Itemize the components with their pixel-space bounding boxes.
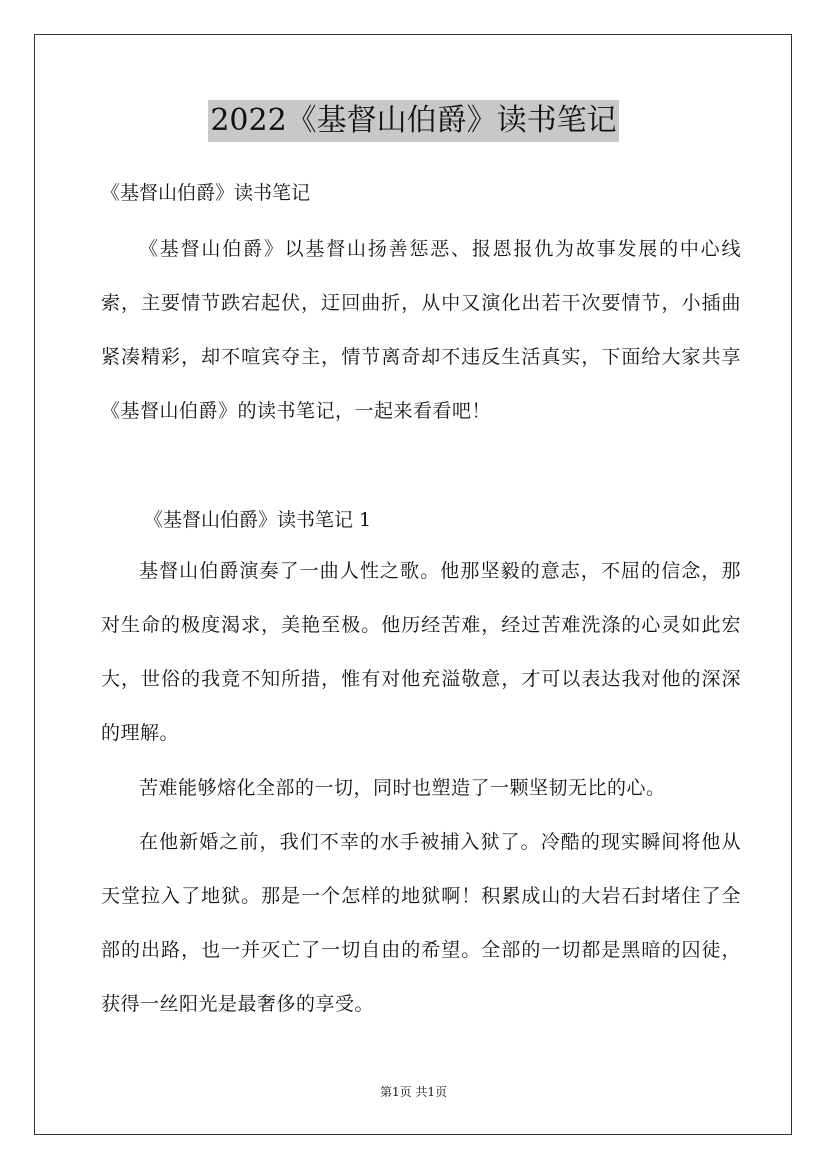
body-paragraph: 苦难能够熔化全部的一切，同时也塑造了一颗坚韧无比的心。: [139, 777, 666, 799]
title-container: [0, 100, 827, 142]
body-paragraph: 在他新婚之前，我们不幸的水手被捕入狱了。冷酷的现实瞬间将他从天堂拉入了地狱。那是一个怎样的地狱啊！积累成山的大岩石封堵住了全部的出路，也一并灭亡了一切自由的希望。全部的一切都是黑暗的囚徒，获得一丝阳光是最奢侈的享受。: [101, 831, 741, 1015]
intro-paragraph: 《基督山伯爵》以基督山扬善惩恶、报恩报仇为故事发展的中心线索，主要情节跌宕起伏，迂回曲折，从中又演化出若干次要情节，小插曲紧凑精彩，却不喧宾夺主，情节离奇却不违反生活真实，下面给大家共享《基督山伯爵》的读书笔记，一起来看看吧！: [101, 238, 741, 422]
document-title: 2022《基督山伯爵》读书笔记: [208, 100, 618, 142]
page-number-footer: 第1页 共1页: [379, 1085, 448, 1099]
document-subtitle: 《基督山伯爵》读书笔记: [101, 182, 311, 204]
body-paragraph: 基督山伯爵演奏了一曲人性之歌。他那坚毅的意志，不屈的信念，那对生命的极度渴求，美艳至极。他历经苦难，经过苦难洗涤的心灵如此宏大，世俗的我竟不知所措，惟有对他充溢敬意，才可以表达我对他的深深的理解。: [101, 560, 741, 744]
section-title: 《基督山伯爵》读书笔记 1: [144, 509, 372, 531]
